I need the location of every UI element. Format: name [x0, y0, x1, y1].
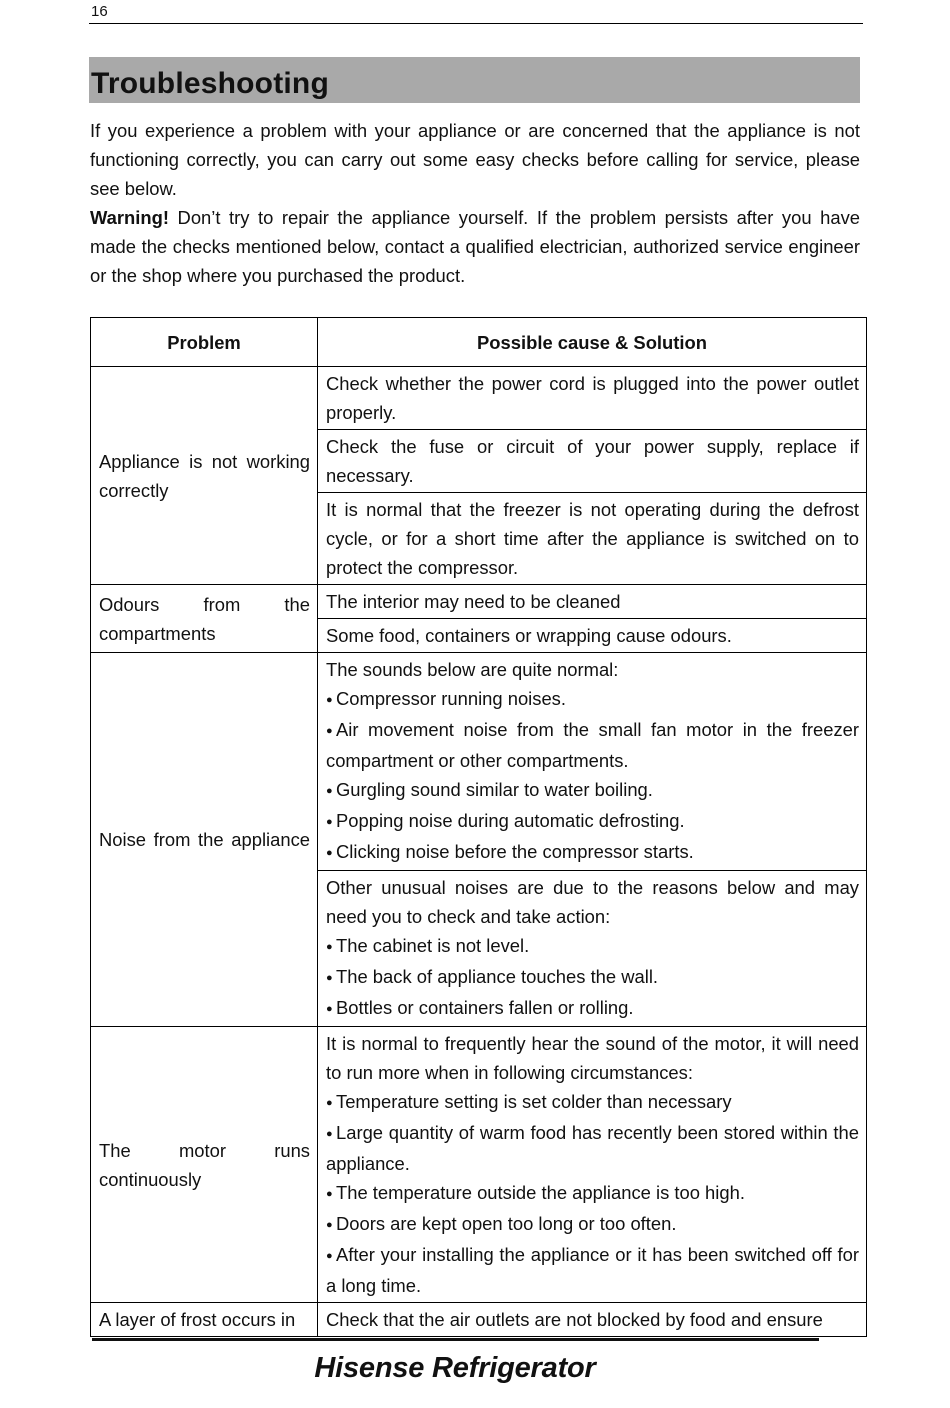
table-body: [91, 367, 867, 1337]
bullet-text: Temperature setting is set colder than necessary: [336, 1091, 732, 1112]
bullet-item: [326, 806, 859, 837]
bullet-dot-icon: ●: [326, 694, 333, 706]
bullet-dot-icon: ●: [326, 941, 333, 953]
warning-label: Warning!: [90, 207, 169, 228]
footer-rule: [92, 1338, 819, 1341]
bullet-dot-icon: ●: [326, 725, 333, 737]
solution-cell: [318, 653, 867, 871]
header-problem: Problem: [91, 318, 318, 367]
bullet-text: Large quantity of warm food has recently been stored within the appliance.: [326, 1122, 859, 1174]
solution-cell: [318, 493, 867, 585]
bullet-dot-icon: ●: [326, 1250, 333, 1262]
troubleshooting-table: [90, 317, 867, 1337]
header-solution: Possible cause & Solution: [318, 318, 867, 367]
bullet-item: [326, 1087, 859, 1118]
table-row: [91, 1027, 867, 1303]
bullet-dot-icon: ●: [326, 847, 333, 859]
bullet-dot-icon: ●: [326, 1003, 333, 1015]
intro-text: [90, 116, 860, 290]
solution-cell: [318, 430, 867, 493]
bullet-text: Bottles or containers fallen or rolling.: [336, 997, 634, 1018]
table-header-row: [91, 318, 867, 367]
bullet-text: Gurgling sound similar to water boiling.: [336, 779, 653, 800]
bullet-dot-icon: ●: [326, 1188, 333, 1200]
section-title-bar: [89, 57, 860, 103]
bullet-item: [326, 715, 859, 775]
bullet-item: [326, 931, 859, 962]
bullet-dot-icon: ●: [326, 816, 333, 828]
table-row: [91, 585, 867, 619]
bullet-text: After your installing the appliance or it has been switched off for a long time.: [326, 1244, 859, 1296]
warning-text: Don’t try to repair the appliance yourself. If the problem persists after you have made the checks mentioned below, contact a qualified electrician, authorized service engineer or the shop where you purchased the product.: [90, 207, 860, 286]
bullet-item: [326, 993, 859, 1024]
bullet-item: [326, 1240, 859, 1300]
solution-cell: [318, 871, 867, 1027]
bullet-item: [326, 1118, 859, 1178]
table-row: [91, 1303, 867, 1337]
solution-text: The sounds below are quite normal:: [326, 659, 619, 680]
solution-cell: [318, 585, 867, 619]
solution-text: Check the fuse or circuit of your power supply, replace if necessary.: [326, 436, 859, 486]
solution-text: Some food, containers or wrapping cause odours.: [326, 625, 732, 646]
table-row: [91, 367, 867, 430]
solution-text: The interior may need to be cleaned: [326, 591, 621, 612]
problem-cell: Odours from the compartments: [91, 585, 318, 653]
bullet-text: Popping noise during automatic defrosting.: [336, 810, 685, 831]
solution-text: Check whether the power cord is plugged into the power outlet properly.: [326, 373, 859, 423]
bullet-item: [326, 684, 859, 715]
bullet-text: Clicking noise before the compressor starts.: [336, 841, 694, 862]
bullet-text: Compressor running noises.: [336, 688, 566, 709]
intro-paragraph: If you experience a problem with your appliance or are concerned that the appliance is not functioning correctly, you can carry out some easy checks before calling for service, please see below.: [90, 120, 860, 199]
solution-text: It is normal to frequently hear the sound of the motor, it will need to run more when in following circumstances:: [326, 1033, 859, 1083]
solution-cell: [318, 1303, 867, 1337]
bullet-dot-icon: ●: [326, 1097, 333, 1109]
bullet-text: The temperature outside the appliance is too high.: [336, 1182, 745, 1203]
solution-cell: [318, 367, 867, 430]
solution-cell: [318, 1027, 867, 1303]
bullet-item: [326, 962, 859, 993]
header-rule: [89, 23, 863, 24]
bullet-item: [326, 1209, 859, 1240]
page-number: 16: [91, 3, 108, 20]
bullet-text: The back of appliance touches the wall.: [336, 966, 659, 987]
bullet-dot-icon: ●: [326, 972, 333, 984]
problem-cell: Noise from the appliance: [91, 653, 318, 1027]
page-title: Troubleshooting: [91, 67, 329, 100]
bullet-dot-icon: ●: [326, 785, 333, 797]
bullet-item: [326, 837, 859, 868]
table-row: [91, 653, 867, 871]
problem-cell: A layer of frost occurs in: [91, 1303, 318, 1337]
bullet-item: [326, 775, 859, 806]
warning-paragraph: [90, 203, 860, 290]
bullet-dot-icon: ●: [326, 1219, 333, 1231]
solution-text: Other unusual noises are due to the reasons below and may need you to check and take action:: [326, 877, 859, 927]
bullet-dot-icon: ●: [326, 1128, 333, 1140]
problem-cell: Appliance is not working correctly: [91, 367, 318, 585]
bullet-text: Air movement noise from the small fan motor in the freezer compartment or other compartments.: [326, 719, 859, 771]
problem-cell: The motor runs continuously: [91, 1027, 318, 1303]
bullet-text: Doors are kept open too long or too often.: [336, 1213, 677, 1234]
brand-logo: Hisense Refrigerator: [314, 1352, 596, 1384]
solution-text: Check that the air outlets are not blocked by food and ensure: [326, 1309, 823, 1330]
solution-cell: [318, 619, 867, 653]
bullet-item: [326, 1178, 859, 1209]
bullet-text: The cabinet is not level.: [336, 935, 530, 956]
solution-text: It is normal that the freezer is not operating during the defrost cycle, or for a short time after the appliance is switched on to protect the compressor.: [326, 499, 859, 578]
